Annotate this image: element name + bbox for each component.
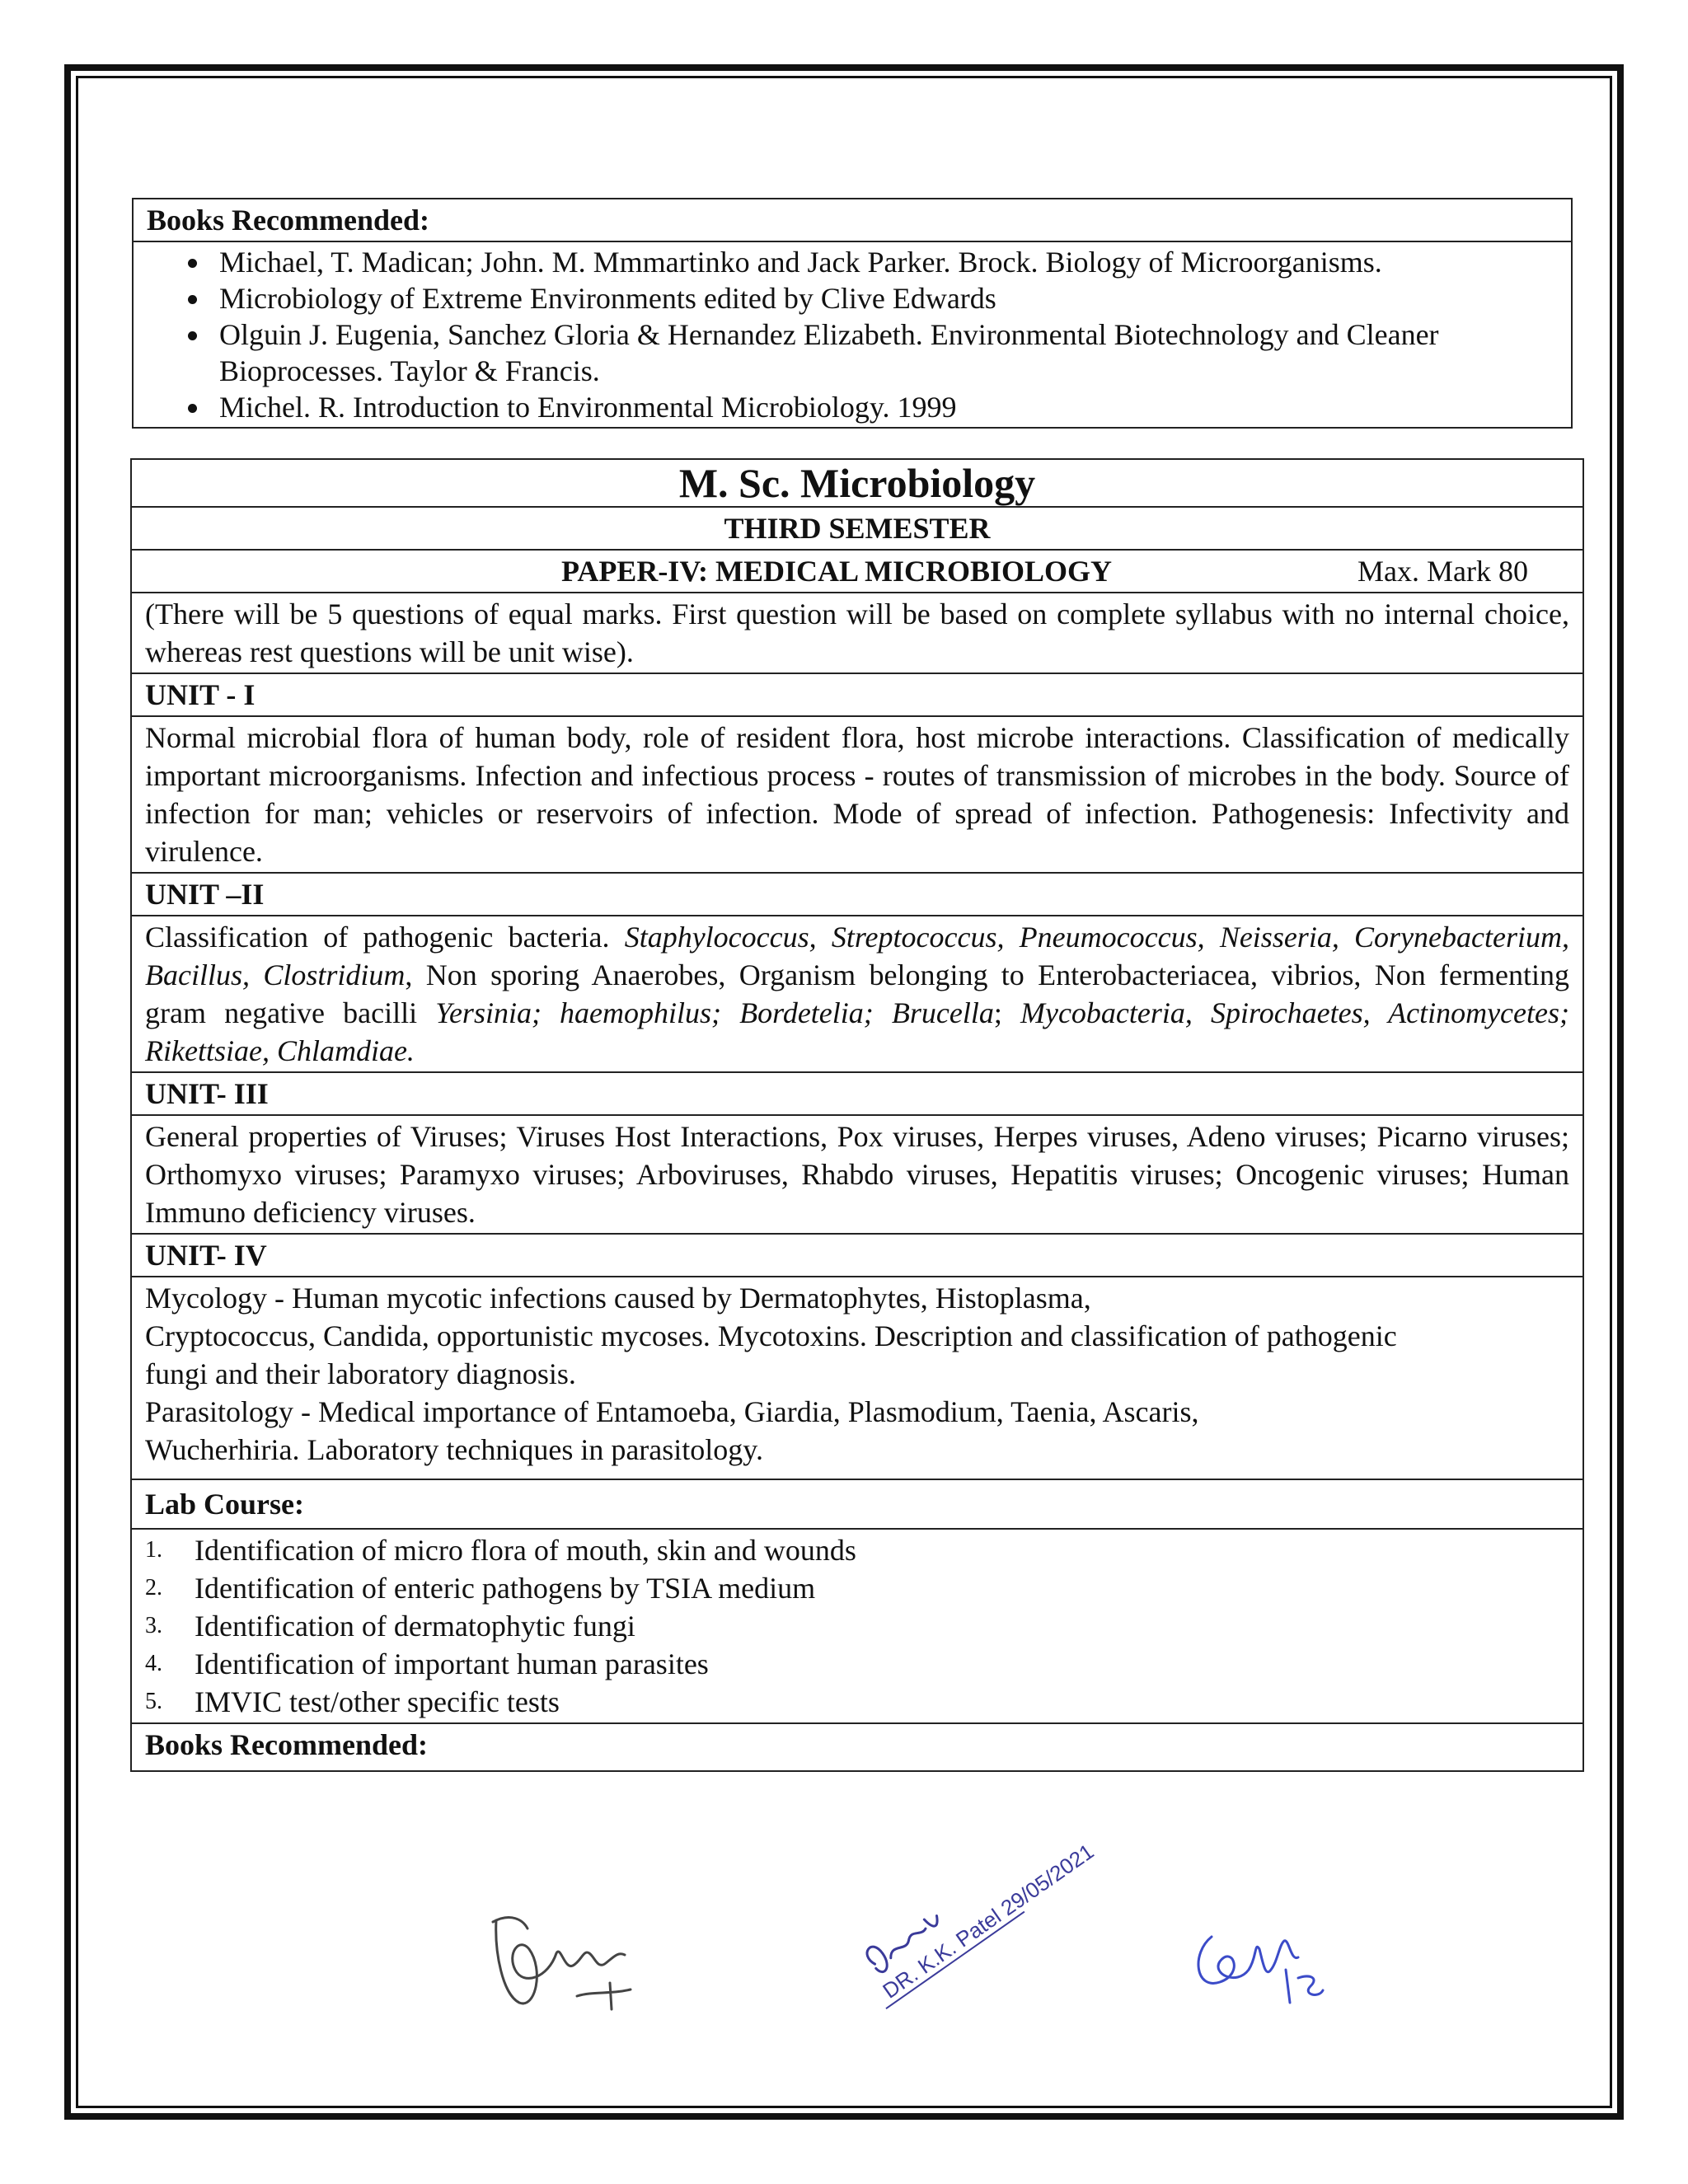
signature-3	[1187, 1912, 1335, 2011]
organism-names: Staphylococcus, Streptococcus, Pneumococcus, Neisseria, Corynebacterium, Bacillus, Clostridium	[145, 921, 1569, 991]
paper-title: PAPER-IV: MEDICAL MICROBIOLOGY	[561, 555, 1113, 588]
lab-item-text: Identification of enteric pathogens by TSIA medium	[195, 1572, 816, 1605]
lab-item-number: 1.	[145, 1537, 162, 1563]
lab-item	[145, 1645, 1569, 1683]
unit-content: General properties of Viruses; Viruses Host Interactions, Pox viruses, Herpes viruses, Adeno viruses; Picarno viruses; Orthomyxo viruses; Paramyxo viruses; Arboviruses, Rhabdo viruses, Hepatitis viruses; Oncogenic viruses; Human Immuno deficiency viruses.	[131, 1115, 1583, 1234]
organism-names: Mycobacteria, Spirochaetes, Actinomycetes; Rikettsiae, Chlamdiae.	[145, 996, 1569, 1067]
book-item: • Microbiology of Extreme Environments edited by Clive Edwards	[211, 280, 1558, 316]
lab-item	[145, 1569, 1569, 1607]
lab-item-text: IMVIC test/other specific tests	[195, 1685, 560, 1718]
signature-2	[857, 1839, 1099, 2011]
syllabus-table	[130, 458, 1584, 1772]
unit-line: Wucherhiria. Laboratory techniques in parasitology.	[145, 1433, 763, 1466]
lab-item-number: 4.	[145, 1651, 162, 1676]
unit-line: fungi and their laboratory diagnosis.	[145, 1357, 576, 1390]
course-title: M. Sc. Microbiology	[131, 459, 1583, 507]
lab-item	[145, 1683, 1569, 1721]
unit-text: ;	[993, 996, 1020, 1029]
unit-heading: UNIT - I	[131, 673, 1583, 716]
unit-heading: UNIT- IV	[131, 1234, 1583, 1277]
unit-line: Parasitology - Medical importance of Entamoeba, Giardia, Plasmodium, Taenia, Ascaris,	[145, 1395, 1199, 1428]
paper-row	[131, 550, 1583, 593]
unit-heading: UNIT –II	[131, 873, 1583, 916]
books-heading: Books Recommended:	[131, 1723, 1583, 1771]
unit-line: Mycology - Human mycotic infections caused by Dermatophytes, Histoplasma,	[145, 1282, 1091, 1315]
unit-text: , Non sporing Anaerobes, Organism belonging to Enterobacteriacea, vibrios, Non fermenting gram negative bacilli	[145, 958, 1569, 1029]
lab-item-number: 2.	[145, 1575, 162, 1601]
exam-instructions: (There will be 5 questions of equal marks. First question will be based on complete syllabus with no internal choice, whereas rest questions will be unit wise).	[131, 593, 1583, 673]
unit-content: Normal microbial flora of human body, role of resident flora, host microbe interactions. Classification of medically important microorganisms. Infection and infectious process - routes of transmission of microbes in the body. Source of infection for man; vehicles or reservoirs of infection. Mode of spread of infection. Pathogenesis: Infectivity and virulence.	[131, 716, 1583, 873]
unit-heading: UNIT- III	[131, 1072, 1583, 1115]
lab-item	[145, 1531, 1569, 1569]
max-mark: Max. Mark 80	[1357, 555, 1528, 588]
book-item: • Olguin J. Eugenia, Sanchez Gloria & Hernandez Elizabeth. Environmental Biotechnology and Cleaner Bioprocesses. Taylor & Francis.	[211, 316, 1558, 389]
unit-content	[131, 1277, 1583, 1479]
books-list-cell	[133, 241, 1572, 428]
unit-line: Cryptococcus, Candida, opportunistic mycoses. Mycotoxins. Description and classification of pathogenic	[145, 1319, 1397, 1352]
semester-title: THIRD SEMESTER	[131, 507, 1583, 550]
lab-item-text: Identification of micro flora of mouth, skin and wounds	[195, 1534, 856, 1567]
lab-heading: Lab Course:	[131, 1479, 1583, 1529]
books-recommended-previous	[132, 198, 1573, 429]
unit-content	[131, 916, 1583, 1072]
book-item: • Michel. R. Introduction to Environmental Microbiology. 1999	[211, 389, 1558, 425]
lab-item-text: Identification of dermatophytic fungi	[195, 1610, 635, 1643]
books-heading: Books Recommended:	[133, 199, 1572, 241]
lab-item-number: 3.	[145, 1613, 162, 1638]
lab-item	[145, 1607, 1569, 1645]
book-item: • Michael, T. Madican; John. M. Mmmartinko and Jack Parker. Brock. Biology of Microorganisms.	[211, 244, 1558, 280]
lab-item-text: Identification of important human parasites	[195, 1647, 709, 1680]
signature-2-text: DR. K.K. Patel 29/05/2021	[878, 1839, 1099, 2004]
signature-1	[486, 1904, 651, 2019]
lab-item-number: 5.	[145, 1689, 162, 1714]
organism-names: Yersinia; haemophilus; Bordetelia; Brucella	[435, 996, 994, 1029]
lab-list-cell	[131, 1529, 1583, 1723]
unit-text: Classification of pathogenic bacteria.	[145, 921, 625, 954]
